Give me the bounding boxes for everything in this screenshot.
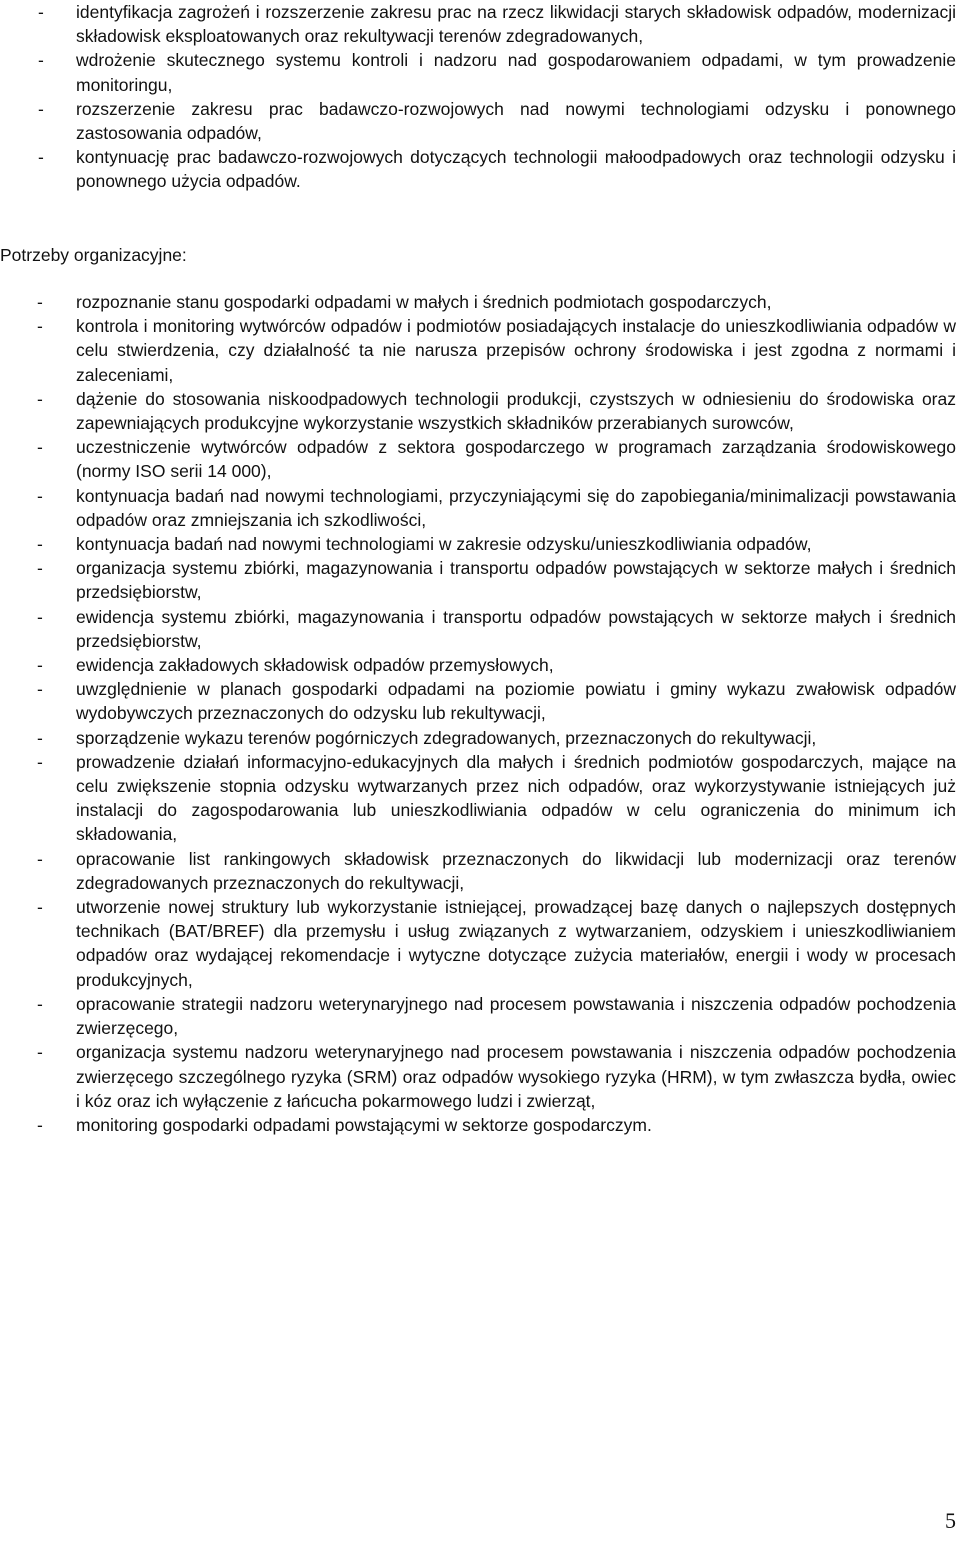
list-dash: -: [37, 897, 43, 918]
list-dash: -: [38, 2, 44, 22]
list-dash: -: [37, 751, 43, 772]
list-item: [0, 290, 960, 314]
list-item-text: identyfikacja zagrożeń i rozszerzenie zakresu prac na rzecz likwidacji starych składowisk odpadów, modernizacji składowisk eksploatowanych oraz rekultywacji terenów zdegradowanych,: [76, 2, 956, 47]
list-dash: -: [37, 292, 43, 312]
list-item: [0, 847, 960, 895]
list-item-text: ewidencja zakładowych składowisk odpadów przemysłowych,: [76, 655, 554, 676]
list-item-text: opracowanie list rankingowych składowisk przeznaczonych do likwidacji lub modernizacji oraz terenów zdegradowanych przeznaczonych do rekultywacji,: [76, 848, 956, 893]
list-item-text: monitoring gospodarki odpadami powstającymi w sektorze gospodarczym.: [76, 1114, 652, 1135]
list-item-text: utworzenie nowej struktury lub wykorzystanie istniejącej, prowadzącej bazę danych o najlepszych dostępnych technikach (BAT/BREF) dla przemysłu i usług związanych z wytwarzaniem, odzyskiem i unieszkodliwianiem odpadów oraz wydającej rekomendacje i wytyczne dotyczące zużycia materiałów, energii i wody w procesach produkcyjnych,: [76, 897, 956, 990]
list-item: [0, 387, 960, 435]
list-item-text: uwzględnienie w planach gospodarki odpadami na poziomie powiatu i gminy wykazu zwałowisk odpadów wydobywczych przeznaczonych do odzysku lub rekultywacji,: [76, 679, 956, 724]
list-item: [0, 1040, 960, 1113]
list-item-text: opracowanie strategii nadzoru weterynaryjnego nad procesem powstawania i niszczenia odpadów pochodzenia zwierzęcego,: [76, 993, 956, 1039]
list-item: [0, 314, 960, 387]
list-item: [0, 895, 960, 992]
list-dash: -: [37, 534, 43, 555]
list-item-text: sporządzenie wykazu terenów pogórniczych zdegradowanych, przeznaczonych do rekultywacji,: [76, 727, 817, 748]
list-item-text: ewidencja systemu zbiórki, magazynowania i transportu odpadów powstających w sektorze małych i średnich przedsiębiorstw,: [76, 606, 956, 651]
list-item-text: kontynuacja badań nad nowymi technologiami w zakresie odzysku/unieszkodliwiania odpadów,: [76, 534, 812, 555]
list-item: [0, 556, 960, 604]
list-dash: -: [37, 848, 43, 869]
list-item: [0, 97, 960, 145]
list-item-text: kontrola i monitoring wytwórców odpadów i podmiotów posiadających instalacje do unieszkodliwiania odpadów w celu stwierdzenia, czy działalność ta nie narusza przepisów ochrony środowiska i jest zgodna z normami i zaleceniami,: [76, 316, 956, 385]
list-dash: -: [37, 1042, 43, 1063]
list-dash: -: [37, 679, 43, 700]
list-item: [0, 992, 960, 1040]
organizational-needs-list: [0, 290, 960, 1137]
list-item: [0, 435, 960, 483]
page-number: 5: [945, 1508, 956, 1533]
list-dash: -: [38, 50, 44, 71]
list-dash: -: [37, 316, 43, 337]
list-item-text: prowadzenie działań informacyjno-edukacyjnych dla małych i średnich podmiotów gospodarczych, mające na celu zwiększenie stopnia odzysku wytwarzanych przez nich odpadów, oraz wykorzystywanie istniejących już instalacji do zagospodarowania lub unieszkodliwiania odpadów w celu ograniczenia do minimum ich składowania,: [76, 751, 956, 845]
list-dash: -: [37, 655, 43, 676]
list-item-text: uczestniczenie wytwórców odpadów z sektora gospodarczego w programach zarządzania środowiskowego (normy ISO serii 14 000),: [76, 437, 956, 482]
list-item: [0, 750, 960, 847]
list-item-text: organizacja systemu zbiórki, magazynowania i transportu odpadów powstających w sektorze małych i średnich przedsiębiorstw,: [76, 558, 956, 603]
list-item: [0, 653, 960, 677]
list-dash: -: [38, 98, 44, 119]
list-item-text: dążenie do stosowania niskoodpadowych technologii produkcji, czystszych w odniesieniu do środowiska oraz zapewniających produkcyjne wykorzystanie wszystkich składników przerabianych surowców,: [76, 388, 956, 434]
list-dash: -: [37, 1114, 43, 1135]
list-item: [0, 605, 960, 653]
list-item-text: kontynuację prac badawczo-rozwojowych dotyczących technologii małoodpadowych oraz technologii odzysku i ponownego użycia odpadów.: [76, 147, 956, 192]
list-item: [0, 726, 960, 750]
section-heading: Potrzeby organizacyjne:: [0, 245, 187, 265]
list-item-text: rozszerzenie zakresu prac badawczo-rozwojowych nad nowymi technologiami odzysku i ponownego zastosowania odpadów,: [76, 98, 956, 144]
list-item: [0, 1113, 960, 1137]
list-dash: -: [37, 437, 43, 458]
list-item: [0, 0, 960, 48]
list-item: [0, 48, 960, 96]
list-dash: -: [37, 485, 43, 506]
list-dash: -: [38, 147, 44, 168]
list-dash: -: [37, 388, 43, 409]
list-dash: -: [37, 606, 43, 627]
list-item: [0, 532, 960, 556]
list-item: [0, 484, 960, 532]
list-item-text: wdrożenie skutecznego systemu kontroli i nadzoru nad gospodarowaniem odpadami, w tym prowadzenie monitoringu,: [76, 50, 956, 95]
list-item: [0, 145, 960, 193]
list-dash: -: [37, 558, 43, 579]
list-item-text: rozpoznanie stanu gospodarki odpadami w małych i średnich podmiotach gospodarczych,: [76, 292, 772, 312]
list-item-text: kontynuacja badań nad nowymi technologiami, przyczyniającymi się do zapobiegania/minimalizacji powstawania odpadów oraz zmniejszania ich szkodliwości,: [76, 485, 956, 530]
list-item: [0, 677, 960, 725]
list-dash: -: [37, 727, 43, 748]
top-list: [0, 0, 960, 194]
list-dash: -: [37, 993, 43, 1014]
list-item-text: organizacja systemu nadzoru weterynaryjnego nad procesem powstawania i niszczenia odpadów pochodzenia zwierzęcego szczególnego ryzyka (SRM) oraz odpadów wysokiego ryzyka (HRM), w tym zwłaszcza bydła, owiec i kóz oraz ich wyłączenie z łańcucha pokarmowego ludzi i zwierząt,: [76, 1042, 956, 1111]
